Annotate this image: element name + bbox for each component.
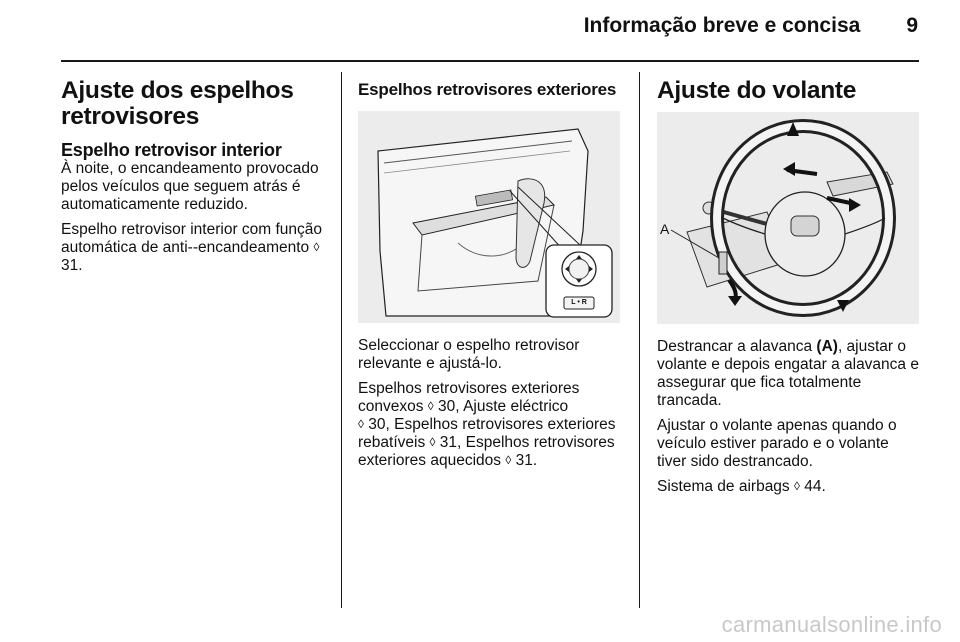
subtitle-interior-mirror: Espelho retrovisor interior bbox=[61, 140, 282, 160]
paragraph-mirror-refs bbox=[358, 380, 626, 470]
paragraph-auto-antiglare-text: Espelho retrovisor interior com função automática de anti--encandeamento bbox=[61, 221, 323, 256]
paragraph-auto-antiglare bbox=[61, 221, 329, 275]
door-mirror-control-illustration bbox=[358, 111, 626, 323]
ref-convex-text: Espelhos retrovisores exteriores convexos bbox=[358, 380, 580, 415]
column-2 bbox=[358, 80, 626, 477]
page-ref-icon: ◊ bbox=[358, 417, 364, 431]
steering-wheel-illustration bbox=[657, 112, 921, 324]
paragraph-unlock-lever bbox=[657, 338, 921, 410]
ref-electric-text: Ajuste eléctrico bbox=[463, 398, 569, 415]
page-ref-icon: ◊ bbox=[313, 240, 320, 254]
section-title-mirrors: Ajuste dos espelhos retrovisores bbox=[61, 77, 294, 130]
lever-a-label: A bbox=[660, 221, 670, 237]
ref-heated-page[interactable]: 31. bbox=[515, 452, 538, 469]
column-3 bbox=[657, 78, 921, 503]
page-ref-icon: ◊ bbox=[794, 479, 800, 493]
paragraph-adjust-stationary: Ajustar o volante apenas quando o veículo estiver parado e o volante tiver sido destrancado. bbox=[657, 417, 897, 470]
page-header bbox=[0, 14, 918, 38]
paragraph-night-glare: À noite, o encandeamento provocado pelos veículos que seguem atrás é automaticamente reduzido. bbox=[61, 160, 319, 213]
page-ref-icon: ◊ bbox=[427, 399, 434, 413]
column-divider-1 bbox=[341, 72, 342, 608]
airbag-ref-page[interactable]: 44. bbox=[804, 478, 826, 495]
paragraph-unlock-lever-start: Destrancar a alavanca bbox=[657, 338, 813, 355]
lever-reference: (A) bbox=[816, 338, 838, 355]
steering-wheel-drawing bbox=[657, 112, 919, 324]
column-1 bbox=[61, 78, 329, 282]
page-ref-icon: ◊ bbox=[429, 435, 436, 449]
paragraph-unlock-lever-end: , ajustar o volante e depois engatar a alavanca e assegurar que fica totalmente trancada. bbox=[657, 338, 919, 409]
subtitle-exterior-mirrors: Espelhos retrovisores exteriores bbox=[358, 80, 617, 99]
ref-convex-page[interactable]: 30, bbox=[438, 398, 460, 415]
page-ref-link[interactable]: 31. bbox=[61, 257, 83, 274]
paragraph-select-mirror: Seleccionar o espelho retrovisor relevante e ajustá-lo. bbox=[358, 337, 580, 372]
page-number: 9 bbox=[906, 14, 918, 37]
mirror-selector-label: L • R bbox=[571, 299, 587, 306]
header-rule bbox=[61, 60, 919, 62]
paragraph-airbag-ref bbox=[657, 478, 921, 496]
ref-folding-text: Espelhos retrovisores exteriores rebatíveis bbox=[358, 416, 616, 451]
section-title-steering: Ajuste do volante bbox=[657, 77, 857, 104]
column-divider-2 bbox=[639, 72, 640, 608]
watermark: carmanualsonline.info bbox=[721, 612, 942, 637]
header-title: Informação breve e concisa bbox=[583, 14, 861, 37]
ref-folding-page[interactable]: 31, bbox=[439, 434, 462, 451]
door-panel-drawing bbox=[358, 111, 620, 323]
page-ref-icon: ◊ bbox=[505, 453, 512, 467]
ref-electric-page[interactable]: 30, bbox=[368, 416, 390, 433]
ref-heated-text: Espelhos retrovisores exteriores aquecidos bbox=[358, 434, 615, 469]
airbag-ref-text: Sistema de airbags bbox=[657, 478, 790, 495]
